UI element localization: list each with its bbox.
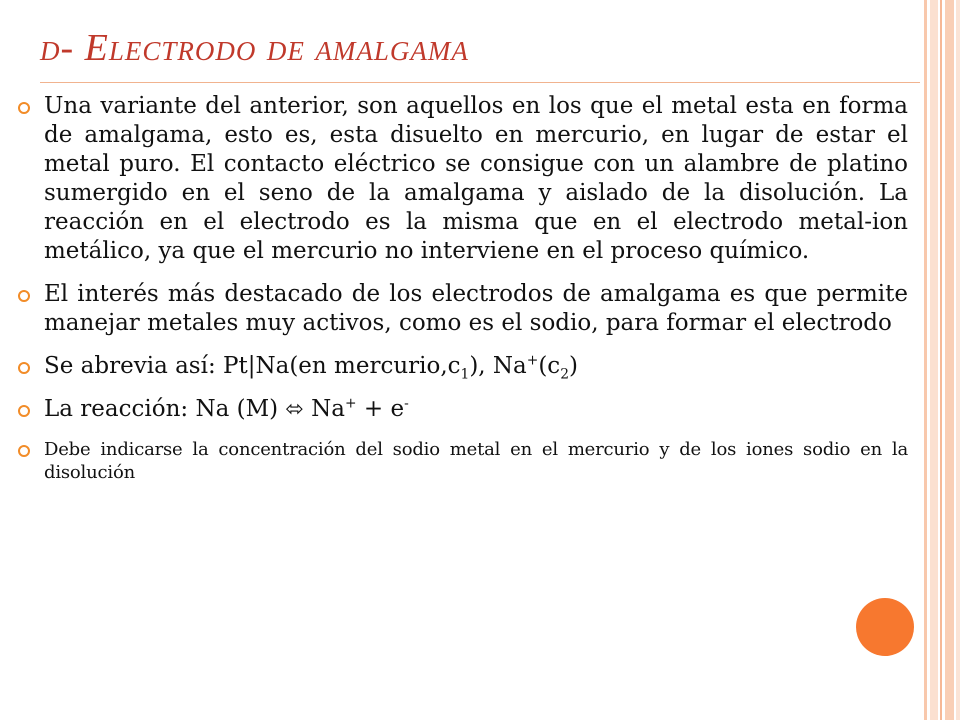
bullet-text: El interés más destacado de los electrodos de amalgama es que permite manejar metales muy activos, como es el sodio, para formar el electrodo: [44, 281, 908, 336]
notation-text: (c: [538, 353, 561, 379]
reaction-prefix: La reacción: Na (M): [44, 396, 286, 422]
bullet-item: [18, 280, 908, 338]
superscript: +: [526, 352, 539, 369]
subscript: 1: [460, 366, 470, 383]
bullet-item: [18, 438, 908, 484]
bullet-text: Una variante del anterior, son aquellos en los que el metal esta en forma de amalgama, esto es, esta disuelto en mercurio, en lugar de estar el metal puro. El contacto eléctrico se consigue con un alambre de platino sumergido en el seno de la amalgama y aislado de la disolución. La reacción en el electrodo es la misma que en el electrodo metal-ion metálico, ya que el mercurio no interviene en el proceso químico.: [44, 93, 908, 264]
superscript: -: [404, 395, 409, 412]
decorative-side-stripe: [956, 0, 960, 720]
bullet-circle-icon: [18, 405, 30, 417]
decorative-side-stripe: [924, 0, 927, 720]
reaction-text: + e: [356, 396, 405, 422]
decorative-orange-circle: [856, 598, 914, 656]
decorative-side-stripe: [945, 0, 954, 720]
bullet-item: [18, 92, 908, 266]
bullet-item-reaction: [18, 395, 908, 424]
notation-prefix: Se abrevia así: Pt|Na(en mercurio,c: [44, 353, 461, 379]
subscript: 2: [560, 366, 569, 383]
slide-title: d- Electrodo de amalgama: [40, 27, 469, 69]
bullet-list: [18, 92, 908, 484]
bullet-circle-icon: [18, 445, 30, 457]
bullet-item-notation: [18, 352, 908, 381]
bullet-text: Debe indicarse la concentración del sodio metal en el mercurio y de los iones sodio en la disolución: [44, 439, 908, 483]
bullet-circle-icon: [18, 102, 30, 114]
double-arrow-icon: ⬄: [285, 397, 304, 422]
title-divider: [40, 82, 920, 83]
notation-text: ): [568, 353, 578, 379]
decorative-side-stripe: [940, 0, 942, 720]
superscript: +: [345, 395, 357, 412]
reaction-text: Na: [303, 396, 346, 422]
bullet-circle-icon: [18, 290, 30, 302]
notation-text: ), Na: [469, 353, 527, 379]
decorative-side-stripe: [930, 0, 938, 720]
bullet-circle-icon: [18, 362, 30, 374]
